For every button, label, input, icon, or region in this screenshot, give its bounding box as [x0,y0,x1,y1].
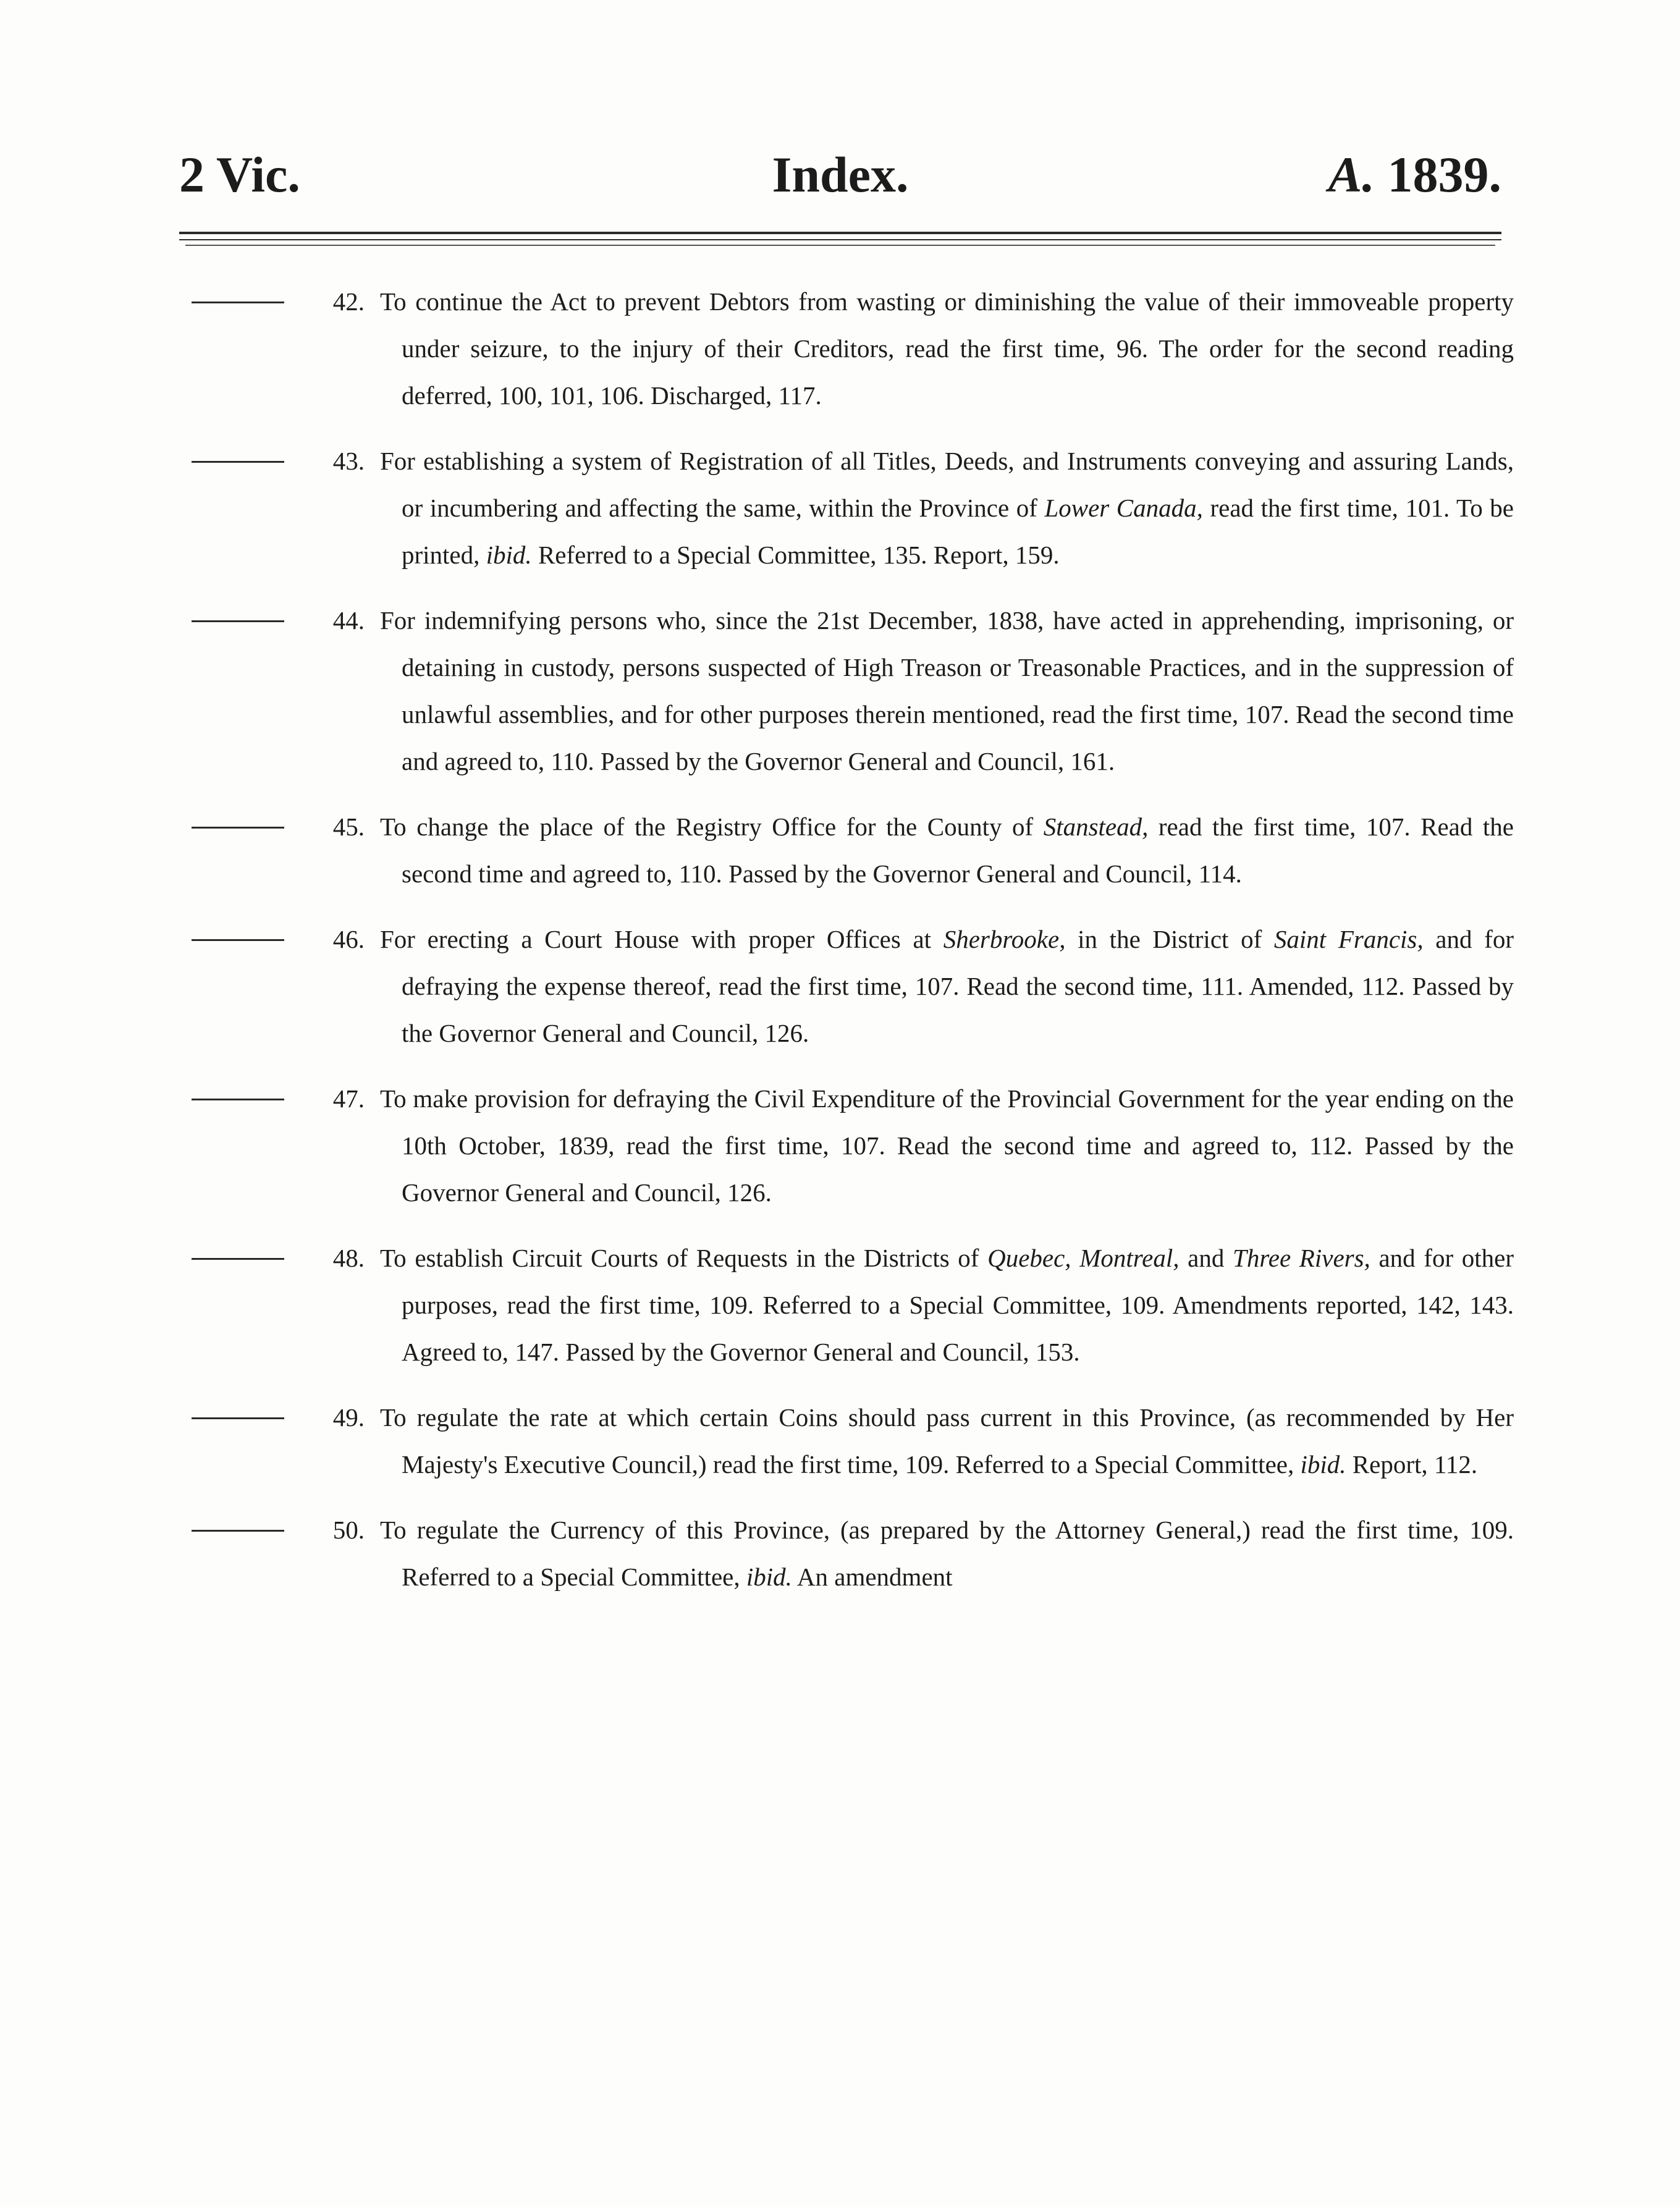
entry-text-part: read the first time, 101. To be printed, [402,494,1514,569]
entry-text: To continue the Act to prevent Debtors from wasting or diminishing the value of their immoveable property under seizure, to the injury of their Creditors, read the first time, 96. The order for the second reading deferred, 100, 101, 106. Discharged, 117. [380,287,1514,410]
entry-text-italic: Three Rivers, [1233,1244,1370,1272]
entry-number: 46. [332,925,365,953]
entry-text-italic: Sherbrooke, [943,925,1066,953]
entry-text-part: To establish Circuit Courts of Requests in the Districts of [380,1244,988,1272]
entry-text [380,1234,1514,1375]
entry-number: 43. [332,447,365,475]
entry-number: 47. [332,1084,365,1113]
entry-text-part: in the District of [1065,925,1274,953]
entry-text-part: An amendment [791,1563,953,1591]
entry-text-part: Report, 112. [1346,1450,1478,1479]
entry-text-italic: ibid. [486,541,532,569]
entry-text-part: and for defraying the expense thereof, read the first time, 107. Read the second time, 111. Amended, 112. Passed by the Governor General and Council, 126. [402,925,1514,1047]
entry-text [380,437,1514,578]
entry-dash [192,1530,284,1532]
entry-dash [192,939,284,941]
entry-text-part: To regulate the rate at which certain Coins should pass current in this Province, (as recommended by Her Majesty's Executive Council,) read the first time, 109. Referred to a Special Committee, [380,1403,1514,1479]
page-title: Index. [772,146,909,203]
index-entry-46 [192,916,1514,1057]
regnal-year: 2 Vic. [179,146,300,203]
entry-dash [192,1417,284,1419]
entry-dash [192,302,284,303]
entry-text-italic: Lower Canada, [1044,494,1203,522]
index-entry-48 [192,1234,1514,1375]
index-entry-50 [192,1506,1514,1600]
index-entry-42 [192,278,1514,419]
entry-dash [192,827,284,829]
entry-text: To make provision for defraying the Civil Expenditure of the Provincial Government for the year ending on the 10th October, 1839, read the first time, 107. Read the second time and agreed to, 112. Passed by the Governor General and Council, 126. [380,1084,1514,1207]
entry-number: 49. [332,1403,365,1432]
entry-text-part: read the first time, 107. Read the second time and agreed to, 110. Passed by the Governor General and Council, 114. [402,812,1514,888]
index-entry-45 [192,803,1514,897]
index-entry-43 [192,437,1514,578]
entry-text-part: To regulate the Currency of this Province, (as prepared by the Attorney General,) read the first time, 109. Referred to a Special Committee, [380,1516,1514,1591]
entry-text-part: To change the place of the Registry Office for the County of [380,812,1044,841]
index-entry-44 [192,597,1514,785]
entry-text-part: and for other purposes, read the first time, 109. Referred to a Special Committee, 109. Amendments reported, 142, 143. Agreed to, 147. Passed by the Governor General and Council, 153. [402,1244,1514,1366]
header-rule [179,232,1501,240]
entry-text-part: For establishing a system of Registration of all Titles, Deeds, and Instruments conveying and assuring Lands, or incumbering and affecting the same, within the Province of [380,447,1514,522]
entry-text [380,803,1514,897]
entry-number: 44. [332,606,365,635]
entry-dash [192,461,284,463]
entry-text: For indemnifying persons who, since the 21st December, 1838, have acted in apprehending, imprisoning, or detaining in custody, persons suspected of High Treason or Treasonable Practices, and in the suppression of unlawful assemblies, and for other purposes therein mentioned, read the first time, 107. Read the second time and agreed to, 110. Passed by the Governor General and Council, 161. [380,606,1514,775]
index-entry-47 [192,1075,1514,1216]
header-rule-thin [185,245,1495,246]
entry-number: 45. [332,812,365,841]
entry-text-italic: ibid. [1300,1450,1346,1479]
year-mark: A. [1328,146,1375,203]
entry-text-italic: Saint Francis, [1273,925,1424,953]
entry-text-italic: Quebec, Montreal, [987,1244,1180,1272]
index-entry-49 [192,1394,1514,1488]
entry-dash [192,620,284,622]
entry-text [380,916,1514,1057]
entry-text-part: Referred to a Special Committee, 135. Report, 159. [531,541,1060,569]
entry-text-italic: ibid. [746,1563,792,1591]
index-entries [192,278,1514,1619]
entry-number: 42. [332,287,365,316]
entry-number: 48. [332,1244,365,1272]
entry-text-italic: Stanstead, [1043,812,1149,841]
entry-text-part: and [1179,1244,1233,1272]
entry-text [380,1394,1514,1488]
page-header [179,141,1501,209]
entry-text [380,1506,1514,1600]
entry-dash [192,1099,284,1100]
entry-dash [192,1258,284,1260]
entry-number: 50. [332,1516,365,1544]
year-label [1328,141,1501,209]
entry-text-part: For erecting a Court House with proper Offices at [380,925,943,953]
year-number: 1839. [1387,146,1501,203]
